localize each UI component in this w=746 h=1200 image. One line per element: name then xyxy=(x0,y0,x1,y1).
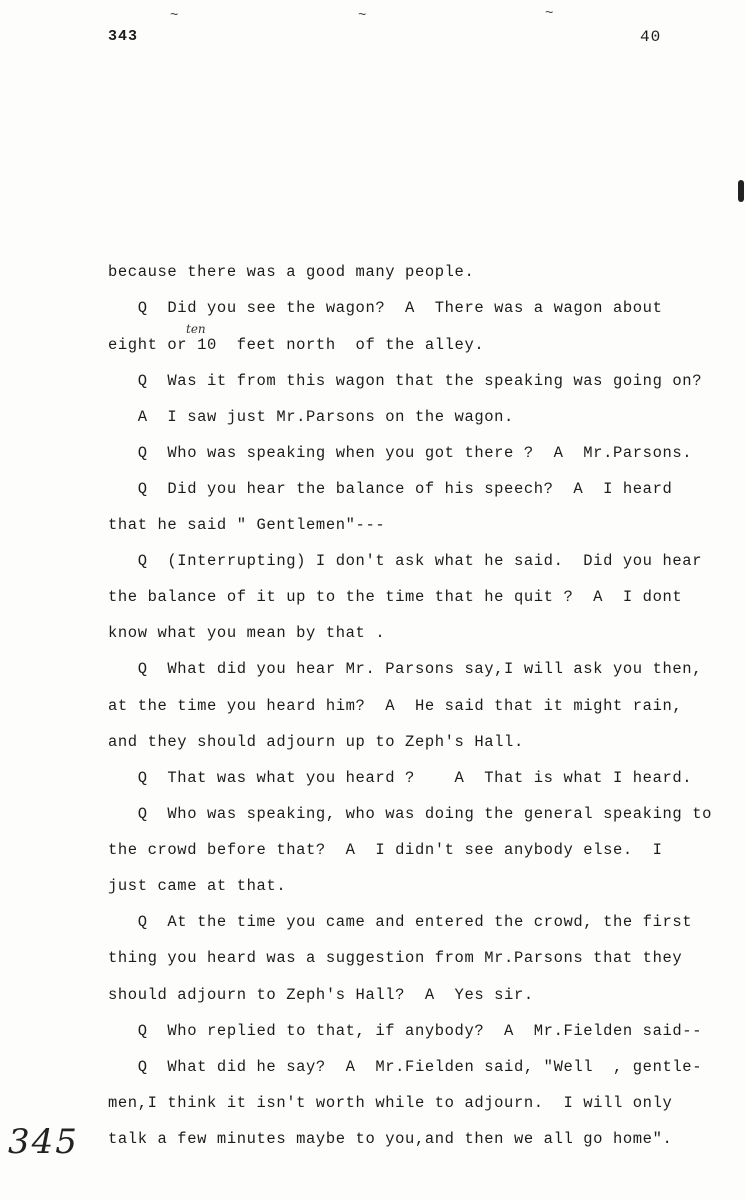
top-mark-right: ~ xyxy=(545,6,554,22)
text-line: know what you mean by that . xyxy=(108,624,386,642)
text-line: that he said " Gentlemen"--- xyxy=(108,516,386,534)
text-line: Q Did you hear the balance of his speech? A I heard xyxy=(108,480,673,498)
page-number-right: 40 xyxy=(640,28,662,46)
text-line: because there was a good many people. xyxy=(108,263,475,281)
text-line: eight or 10 feet north of the alley. xyxy=(108,336,485,354)
text-line: men,I think it isn't worth while to adjourn. I will only xyxy=(108,1094,673,1112)
text-line: Q That was what you heard ? A That is what I heard. xyxy=(108,769,693,787)
text-line: should adjourn to Zeph's Hall? A Yes sir. xyxy=(108,986,534,1004)
text-line: Q Was it from this wagon that the speaking was going on? xyxy=(108,372,703,390)
text-line: just came at that. xyxy=(108,877,287,895)
text-line: Q Who was speaking when you got there ? A Mr.Parsons. xyxy=(108,444,693,462)
text-line: Q Who replied to that, if anybody? A Mr.Fielden said-- xyxy=(108,1022,703,1040)
handwritten-page-number: 345 xyxy=(8,1122,79,1162)
text-line: Q Who was speaking, who was doing the general speaking to xyxy=(108,805,712,823)
handwritten-correction: ten xyxy=(186,322,206,336)
text-line: Q Did you see the wagon? A There was a wagon about xyxy=(108,299,663,317)
top-mark-left: ~ xyxy=(170,8,179,24)
text-line: Q At the time you came and entered the crowd, the first xyxy=(108,913,693,931)
top-mark-center: ~ xyxy=(358,8,367,24)
text-line: and they should adjourn up to Zeph's Hall. xyxy=(108,733,524,751)
text-line: Q What did he say? A Mr.Fielden said, "Well , gentle- xyxy=(108,1058,703,1076)
text-line: at the time you heard him? A He said that it might rain, xyxy=(108,697,683,715)
text-line: thing you heard was a suggestion from Mr.Parsons that they xyxy=(108,949,683,967)
text-line: A I saw just Mr.Parsons on the wagon. xyxy=(108,408,514,426)
text-line: Q (Interrupting) I don't ask what he said. Did you hear xyxy=(108,552,703,570)
text-line: talk a few minutes maybe to you,and then we all go home". xyxy=(108,1130,673,1148)
text-line: Q What did you hear Mr. Parsons say,I will ask you then, xyxy=(108,660,703,678)
text-line: the crowd before that? A I didn't see anybody else. I xyxy=(108,841,663,859)
edge-ink-mark xyxy=(738,180,744,202)
text-line: the balance of it up to the time that he quit ? A I dont xyxy=(108,588,683,606)
page-number-left: 343 xyxy=(108,28,139,45)
